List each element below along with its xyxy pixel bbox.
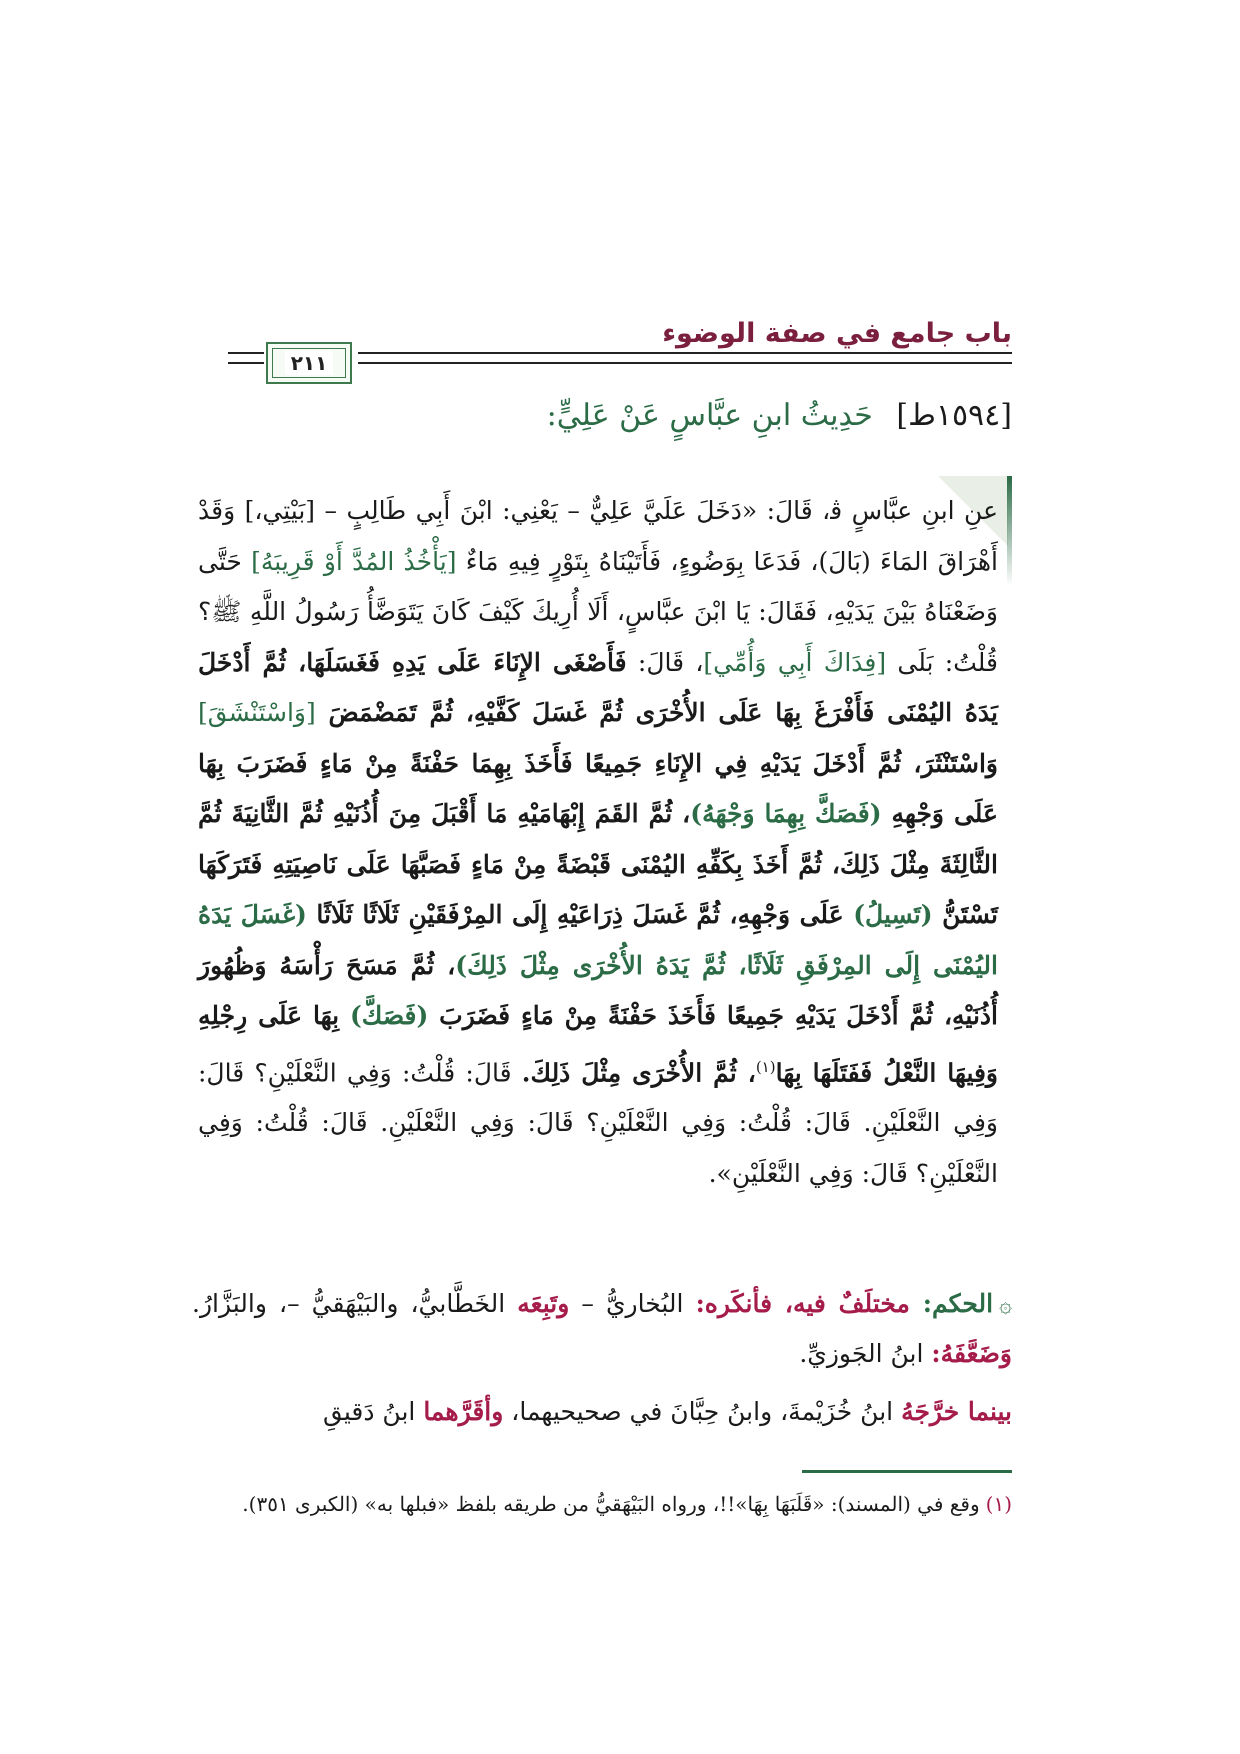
- hadith-addition: [وَاسْتَنْشَقَ]: [198, 698, 316, 727]
- footnote-separator: [802, 1470, 1012, 1473]
- section-title: حَدِيثُ ابنِ عبَّاسٍ عَنْ عَلِيٍّ:: [546, 398, 873, 433]
- hadith-bold-segment: فَأَصْغَى الإِنَاءَ عَلَى يَدِهِ فَغَسَلَهَا، ثُمَّ أَدْخَلَ يَدَهُ اليُمْنَى فَأَفْرَغَ بِهَا عَلَى الأُخْرَى ثُمَّ غَسَلَ كَفَّيْهِ، ثُمَّ تَمَضْمَضَ: [198, 647, 998, 727]
- ruling-verdict: مختلَفٌ فيه، فأنكَره:: [695, 1289, 923, 1318]
- hadith-variant: (غَسَلَ يَدَهُ اليُمْنَى إِلَى المِرْفَقِ ثَلَاثًا، ثُمَّ يَدَهُ الأُخْرَى مِثْلَ ذَلِكَ): [198, 900, 998, 980]
- hadith-bold-segment: عَلَى وَجْهِهِ، ثُمَّ غَسَلَ ذِرَاعَيْهِ إِلَى المِرْفَقَيْنِ ثَلَاثًا ثَلَاثًا: [306, 900, 854, 929]
- ruling-text: الخَطَّابيُّ، والبَيْهَقيُّ –، والبَزَّارُ.: [192, 1289, 518, 1318]
- hadith-segment: عنِ ابنِ عبَّاسٍ ﭬ، قَالَ: «دَخَلَ عَلَيَّ عَلِيٌّ – يَعْنِي: ابْنَ أَبِي طَالِبٍ – [بَيْتِي،] وَقَدْ أَهْرَاقَ المَاءَ (بَالَ)، فَدَعَا بِوَضُوءٍ، فَأَتَيْنَاهُ بِتَوْرٍ فِيهِ مَاءٌ: [198, 496, 998, 576]
- hadith-bold-segment: وَاسْتَنْثَرَ، ثُمَّ أَدْخَلَ يَدَيْهِ فِي الإِنَاءِ جَمِيعًا فَأَخَذَ بِهِمَا حَفْنَةً مِنْ مَاءٍ فَضَرَبَ بِهَا عَلَى وَجْهِهِ: [198, 748, 998, 828]
- hadith-segment: حَتَّى وَضَعْنَاهُ بَيْنَ يَدَيْهِ، فَقَالَ: يَا ابْنَ عبَّاسٍ، أَلَا أُرِيكَ كَيْفَ كَانَ يَتَوَضَّأُ رَسُولُ اللَّهِ ﷺ؟ قُلْتُ: بَلَى: [198, 546, 998, 677]
- hadith-addition: [فِدَاكَ أَبِي وَأُمِّي]: [703, 647, 887, 677]
- continued-paragraph: [192, 1388, 1012, 1436]
- hadith-variant: (فَصَكَّ): [349, 1001, 429, 1030]
- corner-ornament-line: [1007, 476, 1012, 586]
- ruling-text: البُخاريُّ –: [569, 1289, 696, 1318]
- hadith-text: [198, 486, 998, 1199]
- footnote-number: (١): [985, 1492, 1012, 1516]
- section-number: [١٥٩٤ط]: [896, 398, 1012, 433]
- hadith-bold-segment: ، ثُمَّ الأُخْرَى مِثْلَ ذَلِكَ.: [521, 1057, 756, 1087]
- continued-keyword: بينما خرَّجَهُ: [901, 1397, 1012, 1426]
- ruling-text: ابنُ الجَوزيِّ.: [799, 1339, 932, 1368]
- ruling-label: الحكم:: [922, 1289, 994, 1318]
- footnote-marker[interactable]: (١): [755, 1057, 776, 1076]
- running-title: باب جامع في صفة الوضوء: [662, 318, 1012, 349]
- hadith-segment: ، قَالَ:: [626, 647, 704, 677]
- hadith-bold-segment: ، ثُمَّ القَمَ إِبْهَامَيْهِ مَا أَقْبَلَ مِنَ أُذُنَيْهِ ثُمَّ الثَّانِيَةَ ثُمَّ الثَّالِثَةَ مِثْلَ ذَلِكَ، ثُمَّ أَخَذَ بِكَفِّهِ اليُمْنَى قَبْضَةً مِنْ مَاءٍ فَصَبَّهَا عَلَى نَاصِيَتِهِ فَتَرَكَهَا تَسْتَنُّ: [198, 799, 998, 929]
- ruling-keyword: وتَبِعَه: [517, 1289, 570, 1318]
- header-rule-left-lower: [228, 362, 264, 364]
- footnote: [192, 1486, 1012, 1522]
- continued-text: ابنُ دَقيقِ: [323, 1397, 424, 1426]
- header-rule-left: [228, 352, 264, 354]
- footnote-text: وقع في (المسند): «قَلَبَهَا بِهَا»!!، ورواه البَيْهَقيُّ من طريقه بلفظ «فبلها به» (الكبرى ٣٥١).: [242, 1492, 980, 1516]
- continued-text: ابنُ خُزَيْمةَ، وابنُ حِبَّانَ في صحيحيهما،: [503, 1397, 902, 1426]
- hadith-segment: قَالَ: قُلْتُ: وَفِي النَّعْلَيْنِ؟ قَالَ: وَفِي النَّعْلَيْنِ. قَالَ: قُلْتُ: وَفِي النَّعْلَيْنِ؟ قَالَ: وَفِي النَّعْلَيْنِ. قَالَ: قُلْتُ: وَفِي النَّعْلَيْنِ؟ قَالَ: وَفِي النَّعْلَيْنِ».: [198, 1057, 998, 1188]
- ruling-keyword: وَضَعَّفَهُ:: [931, 1339, 1012, 1368]
- header-rule-right-lower: [358, 362, 1012, 364]
- ruling-paragraph: [192, 1280, 1012, 1378]
- continued-keyword: وأقَرَّهما: [423, 1397, 504, 1426]
- page-number-badge: [266, 342, 352, 384]
- page-number: ٢١١: [285, 351, 334, 375]
- flower-ornament-icon: ۞: [999, 1293, 1013, 1318]
- hadith-bold-segment: ، ثُمَّ مَسَحَ رَأْسَهُ وَظُهُورَ أُذُنَيْهِ، ثُمَّ أَدْخَلَ يَدَيْهِ جَمِيعًا فَأَخَذَ حَفْنَةً مِنْ مَاءٍ فَضَرَبَ: [198, 950, 998, 1030]
- hadith-variant: (فَصَكَّ بِهِمَا وَجْهَهُ): [690, 799, 882, 828]
- hadith-bold-segment: بِهَا عَلَى رِجْلِهِ وَفِيهَا النَّعْلُ فَفَتَلَهَا بِهَا: [198, 1001, 999, 1087]
- hadith-variant: (تَسِيلُ): [853, 900, 933, 929]
- hadith-addition: [يَأْخُذُ المُدَّ أَوْ قَرِيبَهُ]: [251, 546, 457, 576]
- section-heading: [547, 398, 1012, 433]
- header-rule-right: [358, 352, 1012, 354]
